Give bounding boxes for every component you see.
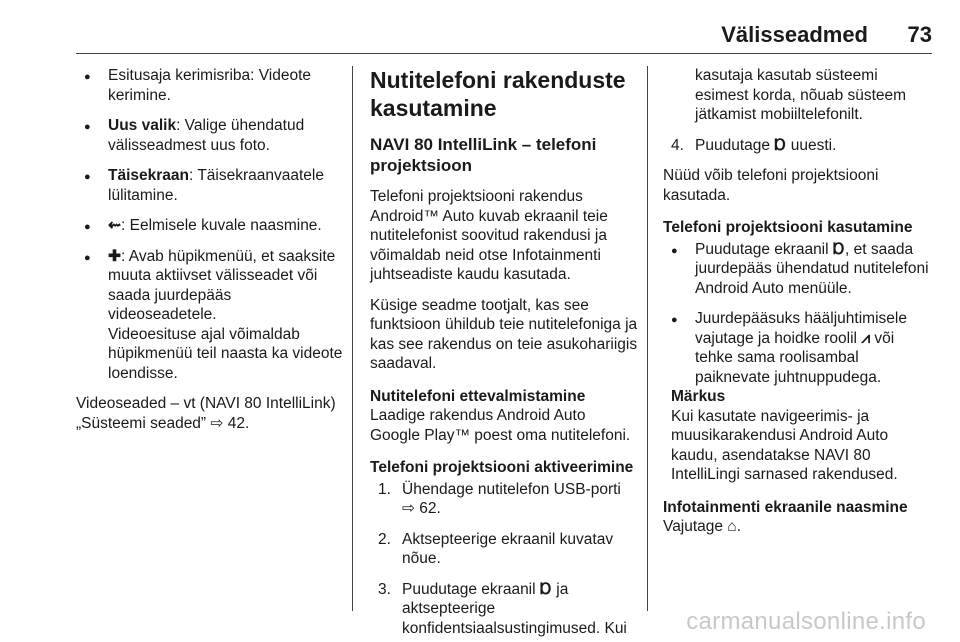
right-column [663, 66, 933, 537]
page-reference-icon: ⇨ [402, 500, 415, 517]
list-item: ● ✚: Avab hüpikmenüü, et saaksite muuta aktiivset välisseadet või saada juurdepääs videoseadetele. [76, 247, 344, 325]
list-item: ● Esitusaja kerimisriba: Videote kerimine. [76, 66, 344, 105]
paragraph: Telefoni projektsiooni rakendus Android™ Auto kuvab ekraanil teie nutitelefonist soovitud rakendusi ja võimaldab neid otse Infotainmenti juhtseadiste kaudu kasutada. [370, 188, 608, 283]
column-divider-2 [647, 66, 648, 611]
subsection-title: Nutitelefoni ettevalmistamine [370, 387, 586, 405]
header-divider [76, 53, 932, 54]
list-item: ● Puudutage ekraanil Ɒ, et saada juurdepääs ühendatud nutitelefoni Android Auto menüüle. [663, 240, 933, 299]
list-item: ● Uus valik: Valige ühendatud välisseadmest uus foto. [76, 116, 344, 155]
bullet-icon [84, 216, 91, 238]
paragraph: Laadige rakendus Android Auto Google Play™ poest oma nutitelefoni. [370, 407, 631, 444]
subsection-title: Telefoni projektsiooni aktiveerimine [370, 459, 634, 476]
watermark: carmanualsonline.info [686, 608, 926, 635]
left-column [76, 66, 344, 433]
page-reference-icon: ⇨ [210, 414, 224, 432]
subsection-title: Infotainmenti ekraanile naasmine [663, 498, 908, 516]
subsection-title: Telefoni projektsiooni kasutamine [663, 219, 913, 236]
paragraph: Vajutage ⌂. [663, 518, 742, 535]
list-item: 4. Puudutage Ɒ uuesti. [671, 136, 837, 154]
back-arrow-icon: ⇜ [108, 217, 121, 234]
column-divider-1 [352, 66, 353, 611]
note-text: Kui kasutate navigeerimis- ja muusikarakendusi Android Auto kaudu, asendatakse NAVI 80 IntelliLingi sarnased rakendused. [671, 407, 898, 483]
section-heading: Nutitelefoni rakenduste kasutamine [370, 67, 626, 121]
page-number: 73 [907, 22, 932, 47]
cross-reference: Videoseaded – vt (NAVI 80 IntelliLink) „Süsteemi seaded” ⇨ 42. [76, 395, 336, 432]
list-item-continuation: kasutaja kasutab süsteemi esimest korda, nõuab süsteem jätkamist mobiiltelefonilt. [695, 67, 907, 123]
paragraph: Nüüd võib telefoni projektsiooni kasutada. [663, 167, 879, 204]
phone-projection-icon: Ɒ [832, 240, 845, 258]
bullet-icon [84, 66, 91, 88]
bullet-icon [671, 309, 678, 331]
bullet-icon [84, 247, 91, 269]
list-item: 1. Ühendage nutitelefon USB-porti ⇨ 62. [378, 480, 621, 517]
note-title: Märkus [671, 388, 726, 405]
paragraph: Küsige seadme tootjalt, kas see funktsioon ühildub teie nutitelefoniga ja kas see rakendus on teie asukohariigis saadaval. [370, 296, 638, 372]
home-icon: ⌂ [727, 518, 737, 535]
list-item-continuation: Videoesituse ajal võimaldab hüpikmenüü teil naasta ka videote loendisse. [108, 325, 343, 382]
phone-projection-icon: Ɒ [774, 136, 787, 154]
plus-icon: ✚ [108, 247, 121, 265]
section-subheading: NAVI 80 IntelliLink – telefoni projektsioon [370, 135, 597, 175]
phone-projection-icon: Ɒ [539, 580, 552, 598]
middle-column [370, 66, 638, 638]
list-item: 3. Puudutage ekraanil Ɒ ja aktsepteerige konfidentsiaalsustingimused. Kui [378, 580, 627, 637]
voice-control-icon: ⩘ [861, 329, 871, 347]
list-item: ● Täisekraan: Täisekraanvaatele lülitamine. [76, 166, 344, 205]
list-item: ● Juurdepääsuks hääljuhtimisele vajutage ja hoidke roolil ⩘ või tehke sama roolisambal paiknevate juhtnuppudega. [663, 309, 933, 387]
list-item: 2. Aktsepteerige ekraanil kuvatav nõue. [378, 530, 614, 567]
bullet-icon [84, 116, 91, 138]
bullet-icon [671, 240, 678, 262]
bullet-icon [84, 166, 91, 188]
list-item: ● ⇜: Eelmisele kuvale naasmine. [76, 216, 344, 236]
chapter-title: Välisseadmed [721, 22, 868, 47]
